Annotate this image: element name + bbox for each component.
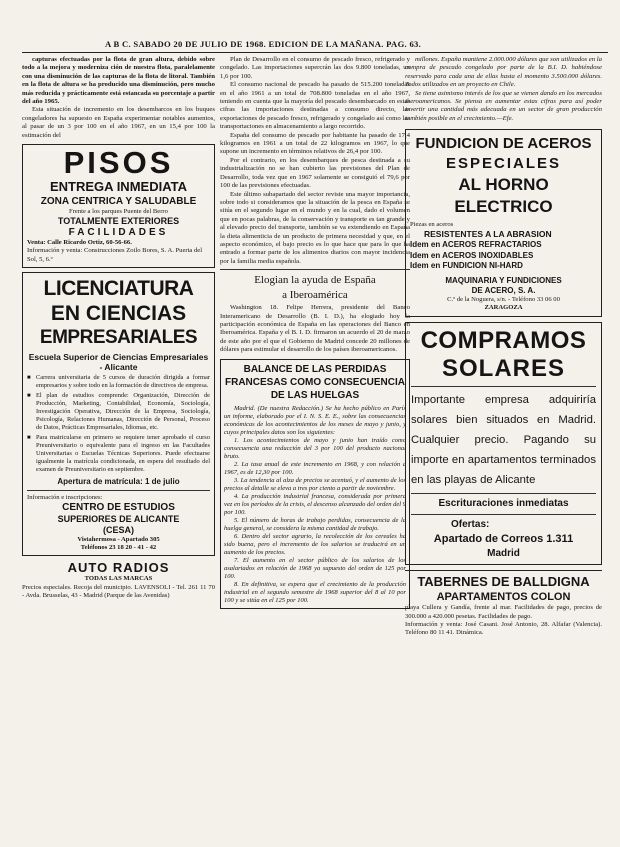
paragraph: 4. La producción industrial francesa, considerada por primera vez en los períodos de la crisis, el descenso alcanzado del orden del 9 por 100. [224,492,406,516]
ad-line: DE ACERO, S. A. [471,285,536,295]
ad-line: Piezas en aceros [410,221,454,229]
ad-licenciatura [22,272,215,557]
ad-title-line: FUNDICION DE ACEROS [415,135,592,153]
paragraph: millones. España mantiene 2.000.000 dólares que son utilizados en la compra de pescado congelado por parte de la B.I. D. habiéndose reservado para cada una de ellas hasta el momento 3.500.000 dólares. Todos utilizados en un proyecto en Chile. [405,56,602,89]
bullet-item: ■ El plan de estudios comprende: Organización, Dirección de Producción, Marketing, Contabilidad, Economía, Sociología, Investigación Operativa, Dirección de la Empresa, Sociología, Psicología, Relaciones Humanas, Dirección de Personal, Proceso de Datos, Prácticas Empresariales, Idiomas, etc. [27,392,210,432]
paragraph: 7. El aumento en el sector público de los salarios de los asalariados en relación de 1968 ya supuesto del orden de 125 por 100. [224,556,406,580]
ad-pisos [22,144,215,268]
ad-text: Información y venta: José Casani. José Antonio, 28. Alfafar (Valencia). Teléfono 80 11 41. Dinámica. [405,620,602,636]
ad-title-line: APARTAMENTOS COLON [436,591,571,604]
paragraph: 6. Dentro del sector agrario, la recolección de los cereales ha sido buena, pero el incremento de los salarios se traducirá en un aumento de los precios. [224,532,406,556]
paragraph: 2. La tasa anual de este incremento en 1968, y con relación a 1967, es de 12,30 por 100. [224,460,406,476]
school-name: Escuela Superior de Ciencias Empresariales - Alicante [28,351,209,372]
paragraph: El consumo nacional de pescado ha pasado de 515.200 toneladas en el año 1961 a un total de 708.800 toneladas en el año 1967, teniendo en cuenta que la mayoría del pescado desembarcado en estas cifras las importaciones destinadas a consumo directo, las exportaciones de pescado fresco, refrigerado y congelado así como las transportaciones en almacenamiento a largo recorrido. [220,81,410,131]
column-1 [22,56,215,600]
ad-line: Madrid [487,548,520,560]
ad-line: Escrituraciones inmediatas [438,498,569,510]
ad-autoradios [22,560,215,600]
ad-line: ENTREGA INMEDIATA [50,179,187,195]
centro-line: CENTRO DE ESTUDIOS [62,502,175,514]
paragraph: 3. La tendencia al alza de precios se acentuó, y el aumento de los precios al detalle se eleva a tres por ciento a partir de noviembre. [224,476,406,492]
paragraph: Este último subapartado del sector reviste una mayor importancia, sobre todo si consideramos que la situación de la pesca en España se sitúa en el segundo lugar en el mundo y en la cual, dado el volumen que en pocas palabras, de la conservación y transporte es tan grande y al elevado precio del transporte, también se va extendiendo en España la dieta alimenticia de un producto de primera necesidad y que, en el aspecto económico, el bajo precio es lo que hace que para lo que ha entrado a formar parte de los alimentos diarios con mayor incidencia por la familia media española. [220,190,410,265]
article-fishing-consumption [220,56,410,266]
ad-title: AUTO RADIOS [67,560,170,576]
ad-line: RESISTENTES A LA ABRASION [424,229,552,240]
cesa-acronym: (CESA) [103,525,134,536]
bullet-item: ■ Carrera universitaria de 5 cursos de duración dirigida a formar empresarios y sobre todo en la formación de directivos de empresa. [27,374,210,390]
ad-line: ZONA CENTRICA Y SALUDABLE [40,196,197,208]
article-fishing-continued [22,56,215,140]
ad-line: FACILIDADES [68,227,169,239]
ad-title-line: ESPECIALES [445,155,562,173]
ad-line: Frente a los parques Puente del Berro [69,208,168,216]
paragraph: Se tiene asimismo interés de los que se vienen dando en los mercados iberoamericanos. Se piensa en aumentar estas cifras para así poder invertir una cantidad más adecuada en un sector de gran producción también posible en el crecimiento.—Efe. [405,89,602,122]
ad-line: Venta: Calle Ricardo Ortiz, 60-56-66. [27,239,132,247]
column-2 [220,56,410,609]
page-header: A B C. SABADO 20 DE JULIO DE 1968. EDICION DE LA MAÑANA. PAG. 63. [105,39,422,49]
ad-text: Precios especiales. Recoja del municipio. LAVENSOLI - Tel. 261 11 70 - Avda. Brusselas, 43 - Madrid (Parque de las Avenidas) [22,583,215,599]
paragraph: Plan de Desarrollo en el consumo de pescado fresco, refrigerado y congelado. Las importaciones supercrán las dos 9.800 toneladas, un 1,6 por 100. [220,56,410,80]
ad-title-line: AL HORNO ELECTRICO [454,175,553,217]
paragraph: 8. En definitiva, se espera que el crecimiento de la producción industrial en el segundo semestre de 1968 superior del 8 al 10 por 100 y se sitúa en el 125 por 100. [224,580,406,604]
paragraph: capturas efectuadas por la flota de gran altura, debido sobre todo a la mejora y moderniza ción de nuestra flota, paralelamente con una disminución de las capturas de la flota de litoral. También en la flota de altura se ha producido una disminución, pero mucho más reducida y prácticamente está estancada su porcentaje a partir del año 1965. [22,56,215,106]
ad-line: Información y venta: Construcciones Zoilo Bores, S. A. Puerta del Sol, 5, 6.º [27,247,203,263]
ad-address: C.º de la Noguera, s/n. - Teléfono 33 06 00 [447,295,560,303]
ad-line: Idem en ACEROS INOXIDABLES [410,250,534,260]
paragraph: 1. Los acontecimientos de mayo y junio han traído como consecuencia una reducción del 3 por 100 del producto nacional bruto. [224,436,406,460]
ad-line: MAQUINARIA Y FUNDICIONES [445,275,562,285]
ad-line: Idem en FUNDICION NI-HARD [410,261,523,271]
ad-title-line: TABERNES DE BALLDIGNA [417,574,590,590]
bullet-item: ■ Para matricularse en primero se requiere tener aprobado el curso Preuniversitario o equivalente para el ingreso en las Facultades Universitarias o Escuelas Técnicas Superiores. Puede efectuarse igualmente la matrícula condicionada, en espera del resultado del examen de Preuniversitario en septiembre. [27,434,210,474]
paragraph: 5. El número de horas de trabajo perdidas, consecuencia de la huelga general, se considera la misma cantidad de trabajo. [224,516,406,532]
ad-title-line: EN CIENCIAS [50,301,187,325]
info-label: Información e inscripciones: [27,493,103,501]
ad-title: PISOS [63,147,174,180]
header-rule [22,52,608,53]
paragraph: Madrid. (De nuestra Redacción.) Se ha hecho público en París un informe, elaborado por el I. N. S. E. E., sobre las consecuencias económicas de los acontecimientos de los meses de mayo y junio, y cuyos principales datos son los siguientes: [224,404,406,436]
headline: BALANCE DE LAS PERDIDAS FRANCESAS COMO CONSECUENCIA DE LAS HUELGAS [224,363,405,401]
headline: Elogian la ayuda de España [254,274,376,287]
paragraph: Esta situación de incremento en los desembarcos en los buques congeladores ha supuesto en España experimentar notables aumentos, al pasar de un 3 por 100 en el año 1967, en un 15,4 por 100 la estimación del [22,106,215,139]
centro-line: SUPERIORES DE ALICANTE [57,514,180,525]
column-3 [405,56,602,637]
phones: Teléfonos 23 18 20 - 41 - 42 [80,544,157,552]
ad-compramos [405,322,602,565]
ad-line: Apartado de Correos 1.311 [433,533,574,546]
article-elogian [220,269,410,354]
ad-body: Importante empresa adquiriría solares bien situados en Madrid. Cualquier precio. Pagando su importe en apartamentos terminados en las playas de Alicante [411,394,596,487]
ad-title-line: SOLARES [441,355,565,383]
ad-tabernes [405,570,602,637]
ad-line: Ofertas: [451,519,490,531]
headline: a Iberoamérica [282,289,348,302]
ad-city: ZARAGOZA [484,304,523,312]
article-body: Washington 18. Felipe Herrera, presidente del Banco Interamericano de Desarrollo (B. I. D.), ha elogiado hoy la participación económica de España en las operaciones del Banco en Iberoamérica. España y el B. I. D. firmaron un acuerdo el 20 de marzo de este año por el que el Gobierno de Madrid concede 20 millones de dólares para estimular el desarrollo de los países iberoamericanos. [220,304,410,354]
address: Vistahermosa - Apartado 305 [77,536,160,544]
article-continued [405,56,602,123]
ad-title-line: EMPRESARIALES [39,326,198,348]
article-balance [220,359,410,609]
paragraph: Por el contrario, en los desembarques de pesca destinada a su industrialización no se han cubierto las previsiones del Plan de Desarrollo, toda vez que en 1967 solamente se consiguió el 79,6 por 100 de las previsiones efectuadas. [220,156,410,190]
ad-line: Idem en ACEROS REFRACTARIOS [410,240,542,250]
ad-subtitle: TODAS LAS MARCAS [84,575,153,583]
ad-fundicion [405,129,602,317]
ad-text: playa Cullera y Gandía, frente al mar. Facilidades de pago, precios de 300.000 a 420.000 pesetas. Facilidades de pago. [405,604,602,620]
ad-line: TOTALMENTE EXTERIORES [57,216,180,227]
ad-title-line: LICENCIATURA [43,276,194,300]
paragraph: España del consumo de pescado por habitante ha pasado de 17,4 kilogramos en 1961 a un total de 22 kilogramos en 1967, lo que supone un incremento en términos relativos de 26,4 por 100. [220,131,410,156]
apertura-matricula: Apertura de matrícula: 1 de julio [57,476,180,486]
ad-title-line: COMPRAMOS [420,327,587,355]
